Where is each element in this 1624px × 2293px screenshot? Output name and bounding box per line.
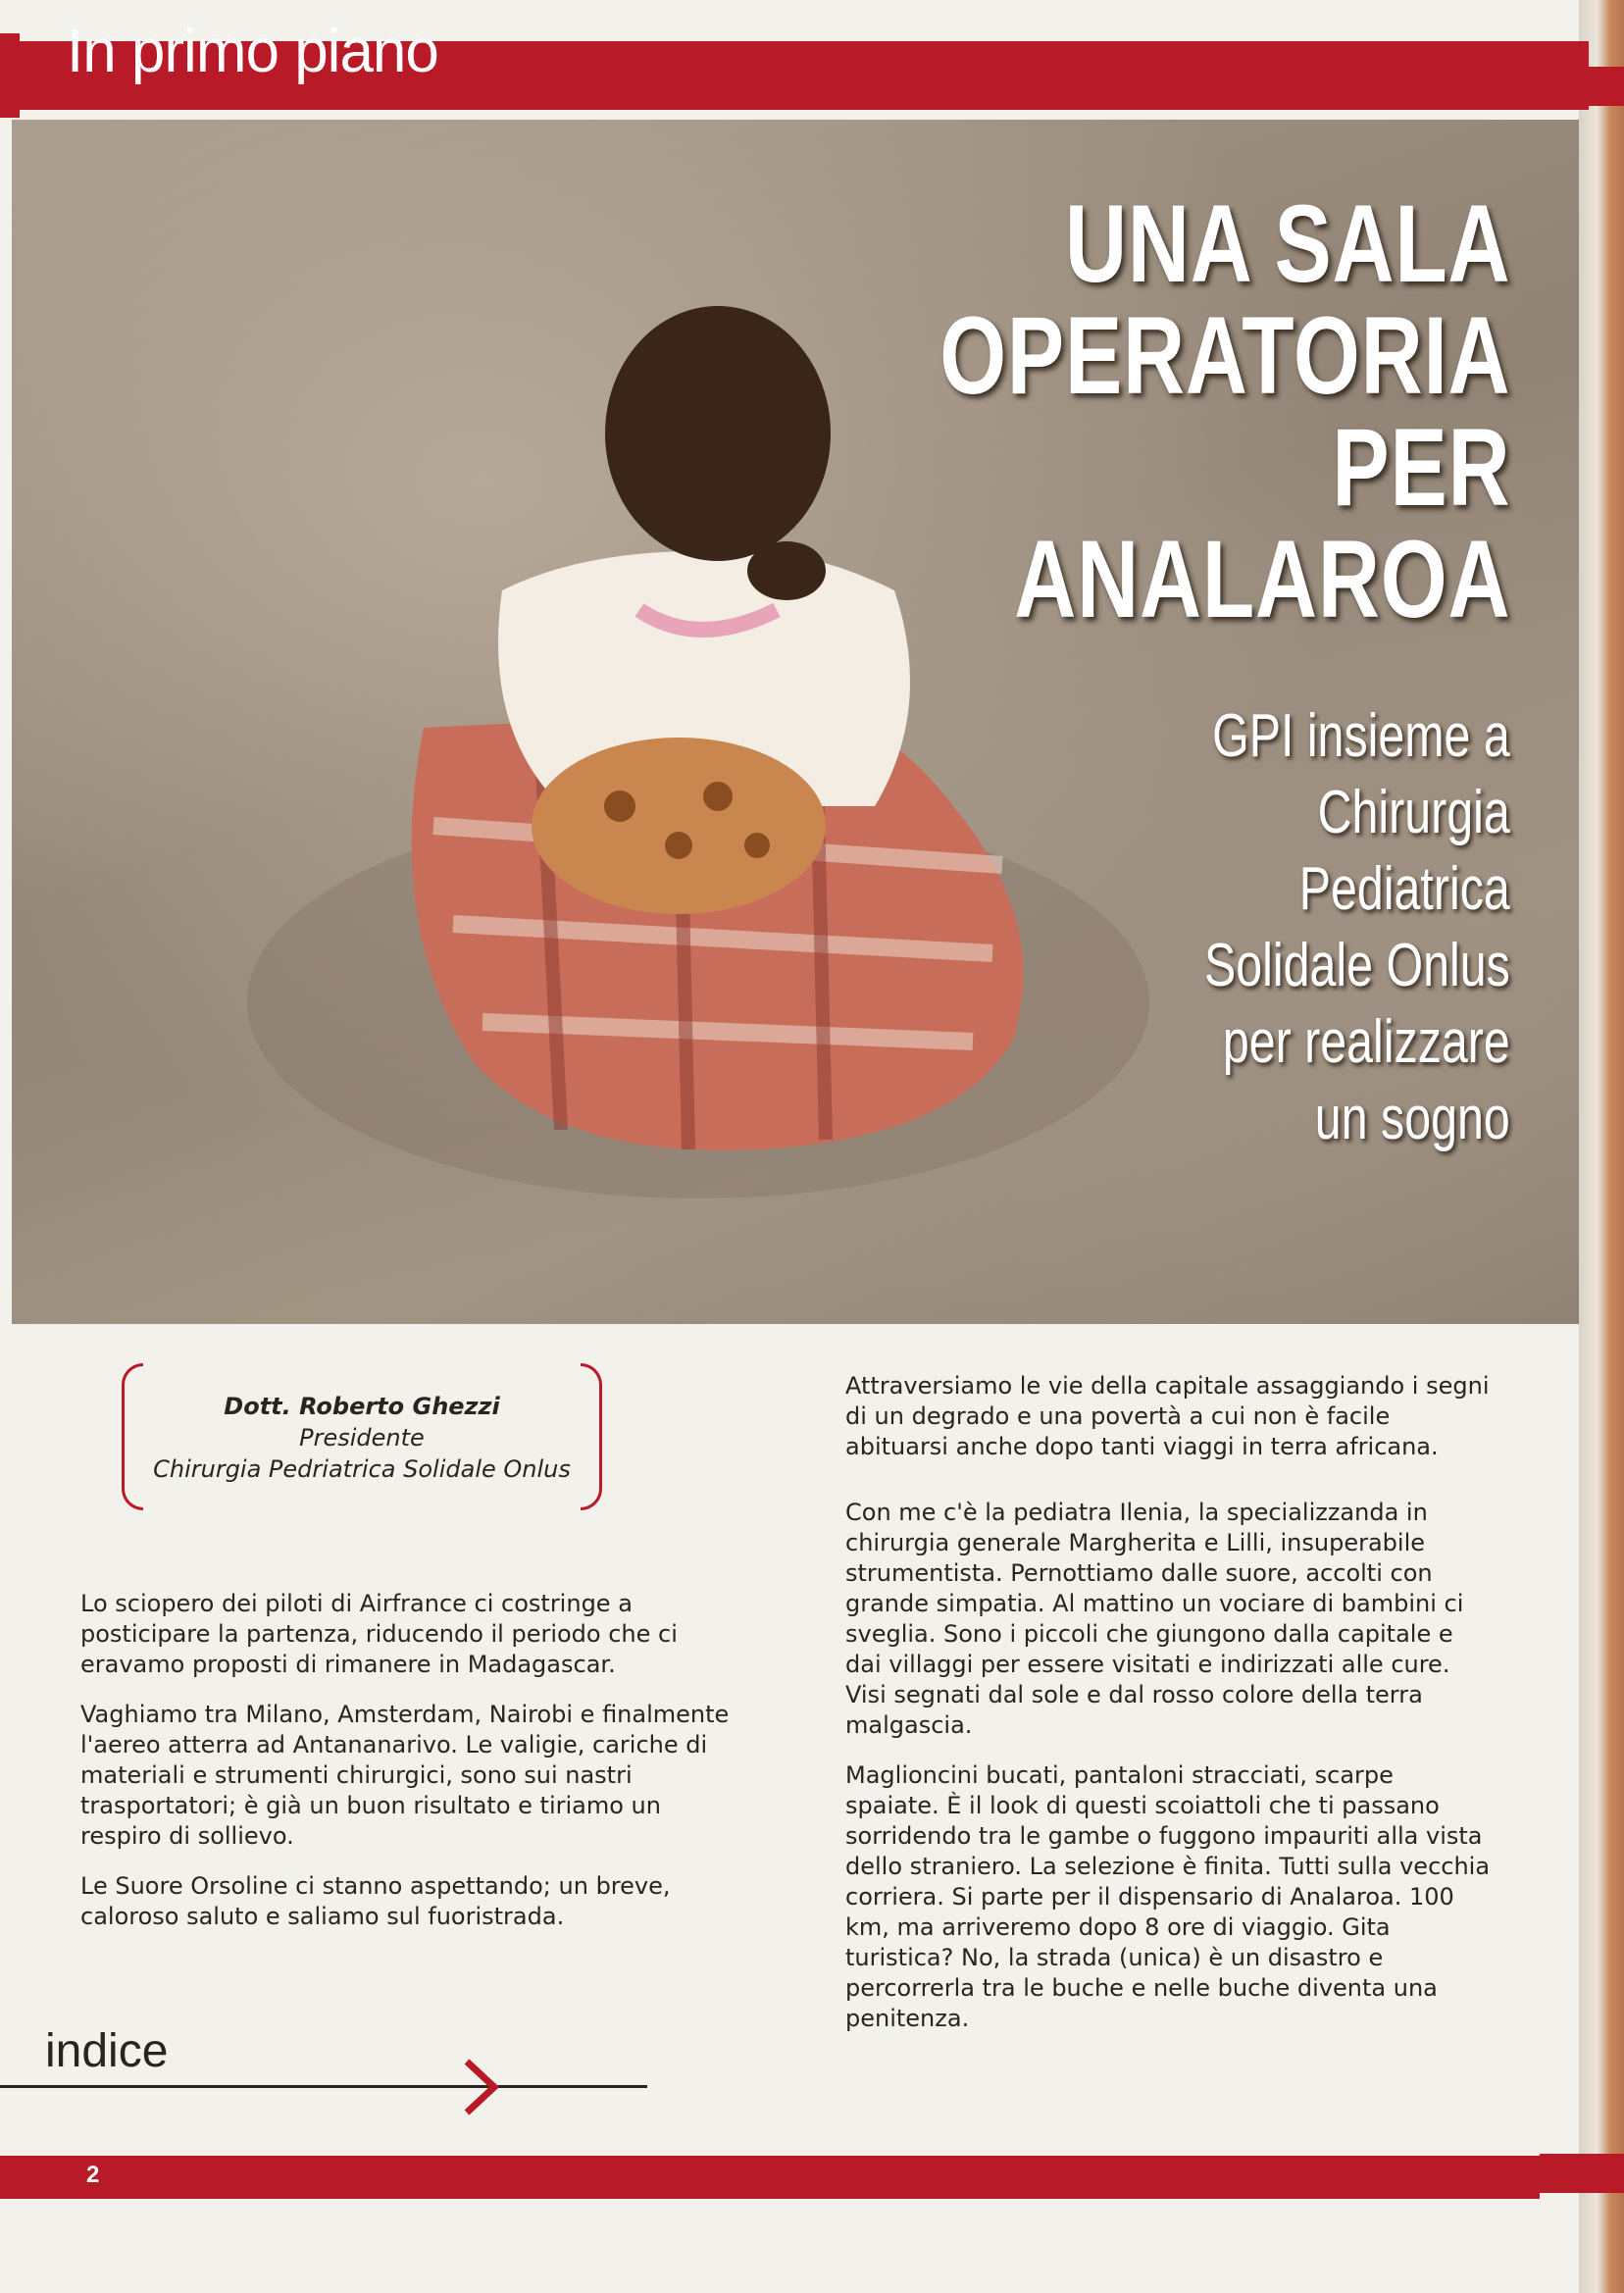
author-name: Dott. Roberto Ghezzi — [224, 1393, 500, 1420]
article-headline — [939, 182, 1510, 640]
paragraph: Vaghiamo tra Milano, Amsterdam, Nairobi e finalmente l'aereo atterra ad Antananarivo. Le valigie, cariche di materiali e strumenti chirurgici, sono sui nastri trasportatori; è già un buon risultato e tiriamo un respiro di sollievo. — [80, 1701, 730, 1850]
headline-line: ANALAROA — [1013, 518, 1510, 640]
subhead-line: Pediatrica — [1298, 855, 1510, 923]
subhead-line: per realizzare — [1223, 1008, 1510, 1076]
index-link[interactable]: indice — [45, 2025, 169, 2077]
section-title: In primo piano — [67, 18, 438, 85]
page-number: 2 — [86, 2162, 100, 2188]
paragraph: Con me c'è la pediatra Ilenia, la specializzanda in chirurgia generale Margherita e Lilli, insuperabile strumentista. Pernottiamo dalle suore, accolti con grande simpatia. Al mattino un vociare di bambini ci sveglia. Sono i piccoli che giungono dalla capitale e dai villaggi per essere visitati e indirizzati alle cure. Visi segnati dal sole e dal rosso colore della terra malgascia. — [845, 1499, 1464, 1739]
right-column — [845, 1371, 1493, 2069]
headline-line: UNA SALA — [1064, 182, 1510, 305]
adjacent-page-edge — [1579, 0, 1624, 2293]
paragraph: Maglioncini bucati, pantaloni stracciati, scarpe spaiate. È il look di questi scoiattoli che ti passano sorridendo tra le gambe o fuggono impauriti alla vista dello straniero. La selezione è finita. Tutti sulla vecchia corriera. Si parte per il dispensario di Analaroa. 100 km, ma arriveremo dopo 8 ore di viaggio. Gita turistica? No, la strada (unica) è un disastro e percorrerla tra le buche e nelle buche diventa una penitenza. — [845, 1761, 1491, 2032]
chevron-right-icon[interactable] — [461, 2058, 500, 2116]
headline-line: PER — [1332, 406, 1510, 529]
headline-line: OPERATORIA — [939, 294, 1510, 417]
subhead-line: un sogno — [1315, 1085, 1510, 1152]
subhead-line: Chirurgia — [1317, 779, 1510, 846]
adjacent-page-footer-band — [1540, 2154, 1624, 2193]
subhead-line: Solidale Onlus — [1204, 932, 1510, 999]
footer-band — [0, 2156, 1540, 2199]
article-subheadline — [1204, 698, 1510, 1157]
paragraph: Le Suore Orsoline ci stanno aspettando; un breve, caloroso saluto e saliamo sul fuoristrada. — [80, 1872, 671, 1930]
paragraph: Lo sciopero dei piloti di Airfrance ci costringe a posticipare la partenza, riducendo il periodo che ci eravamo proposti di rimanere in Madagascar. — [80, 1590, 678, 1678]
cover-photo — [12, 120, 1579, 1324]
index-divider — [0, 2085, 647, 2088]
author-box — [122, 1363, 602, 1510]
subhead-line: GPI insieme a — [1212, 702, 1510, 770]
left-column — [80, 1589, 737, 1952]
author-role: Presidente — [299, 1424, 425, 1452]
paragraph: Attraversiamo le vie della capitale assaggiando i segni di un degrado e una povertà a cui non è facile abituarsi anche dopo tanti viaggi in terra africana. — [845, 1372, 1490, 1460]
author-organization: Chirurgia Pedriatrica Solidale Onlus — [153, 1455, 571, 1483]
